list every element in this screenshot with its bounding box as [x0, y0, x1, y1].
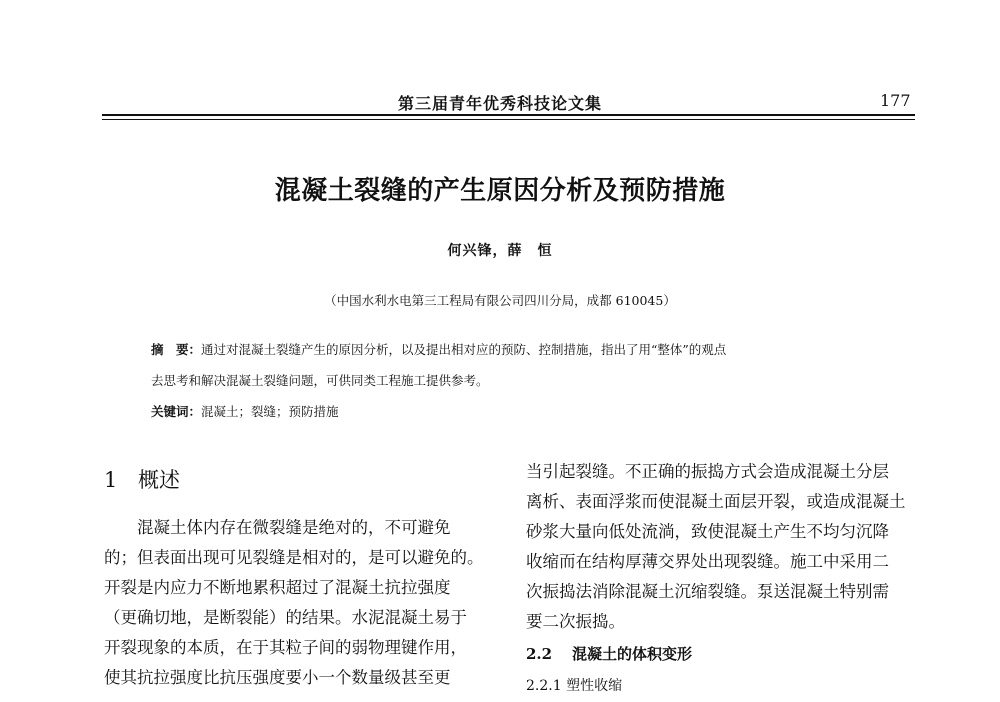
section-number: 1: [104, 468, 118, 492]
left-body-line: 混凝土体内存在微裂缝是绝对的，不可避免: [104, 518, 451, 537]
paper-title: 混凝土裂缝的产生原因分析及预防措施: [274, 176, 726, 206]
affiliation: （中国水利水电第三工程局有限公司四川分局，成都 610045）: [324, 293, 676, 308]
left-body-line: 使其抗拉强度比抗压强度要小一个数量级甚至更: [104, 668, 451, 687]
page-number: 177: [880, 91, 911, 110]
subsubsection-title: 塑性收缩: [566, 678, 623, 694]
abstract-line-1: [151, 340, 726, 358]
header-rule-thin: [102, 119, 915, 120]
running-head-title: 第三届青年优秀科技论文集: [398, 94, 603, 113]
right-body-line: 砂浆大量向低处流淌，致使混凝土产生不均匀沉降: [526, 522, 889, 541]
subsection-title: 混凝土的体积变形: [572, 645, 693, 663]
right-body-line: 收缩而在结构厚薄交界处出现裂缝。施工中采用二: [526, 552, 889, 571]
left-body-line: 开裂是内应力不断地累积超过了混凝土抗拉强度: [104, 578, 451, 597]
authors: 何兴锋，薛 恒: [447, 243, 553, 259]
section-title: 概述: [138, 468, 180, 492]
abstract-label: 摘 要：: [151, 342, 202, 357]
abstract-line-2: 去思考和解决混凝土裂缝问题，可供同类工程施工提供参考。: [151, 373, 489, 388]
section-heading-1: [104, 464, 180, 494]
keywords-text: 混凝土；裂缝；预防措施: [201, 404, 339, 419]
keywords-line: [151, 402, 339, 420]
left-body-line: 开裂现象的本质，在于其粒子间的弱物理键作用，: [104, 638, 467, 657]
abstract-text-1: 通过对混凝土裂缝产生的原因分析，以及提出相对应的预防、控制措施，指出了用“整体”的观点: [201, 342, 727, 357]
subsubsection-number: 2.2.1: [526, 678, 562, 694]
subsection-number: 2.2: [526, 645, 553, 663]
right-body-line: 离析、表面浮浆而使混凝土面层开裂，或造成混凝土: [526, 492, 906, 511]
subsubsection-heading: [526, 675, 622, 695]
right-body-line: 要二次振捣。: [526, 612, 625, 631]
right-body-line: 次振捣法消除混凝土沉缩裂缝。泵送混凝土特别需: [526, 582, 889, 601]
left-body-line: 的；但表面出现可见裂缝是相对的，是可以避免的。: [104, 548, 484, 567]
left-body-line: （更确切地，是断裂能）的结果。水泥混凝土易于: [104, 608, 467, 627]
header-rule-thick: [102, 114, 915, 116]
subsection-heading: [526, 643, 692, 664]
right-body-line: 当引起裂缝。不正确的振捣方式会造成混凝土分层: [526, 462, 889, 481]
keywords-label: 关键词：: [151, 404, 202, 419]
